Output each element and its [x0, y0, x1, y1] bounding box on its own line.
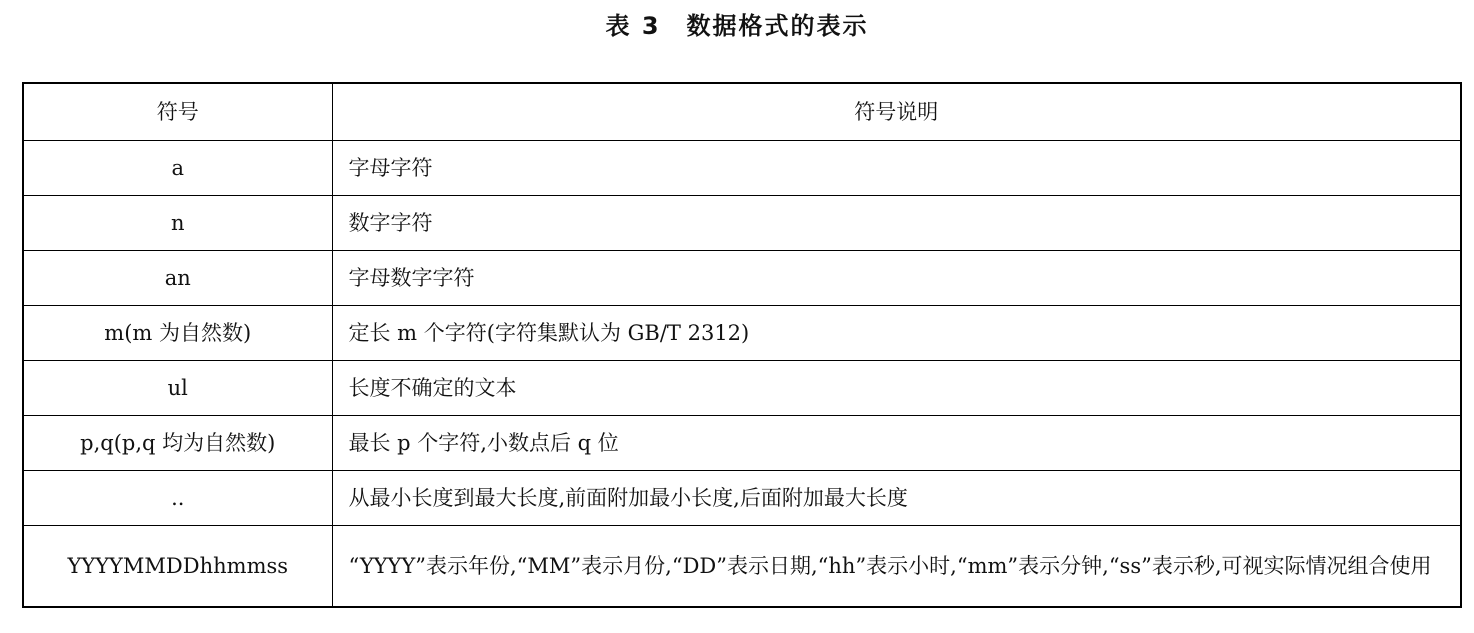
- column-header-symbol: 符号: [23, 83, 332, 141]
- symbol-cell: YYYYMMDDhhmmss: [23, 526, 332, 608]
- table-row: [23, 141, 1461, 196]
- table-row: [23, 416, 1461, 471]
- description-cell: 最长 p 个字符,小数点后 q 位: [332, 416, 1461, 471]
- table-row: [23, 526, 1461, 608]
- table-row: [23, 251, 1461, 306]
- description-cell: 数字字符: [332, 196, 1461, 251]
- description-cell: 字母字符: [332, 141, 1461, 196]
- table-header-row: [23, 83, 1461, 141]
- symbol-cell: ..: [23, 471, 332, 526]
- data-format-table: [22, 82, 1462, 608]
- table-row: [23, 306, 1461, 361]
- column-header-description: 符号说明: [332, 83, 1461, 141]
- symbol-cell: a: [23, 141, 332, 196]
- table-caption: 表 3 数据格式的表示: [605, 12, 869, 40]
- description-cell: “YYYY”表示年份,“MM”表示月份,“DD”表示日期,“hh”表示小时,“mm”表示分钟,“ss”表示秒,可视实际情况组合使用: [332, 526, 1461, 608]
- symbol-cell: ul: [23, 361, 332, 416]
- symbol-cell: m(m 为自然数): [23, 306, 332, 361]
- table-row: [23, 471, 1461, 526]
- table-row: [23, 361, 1461, 416]
- symbol-cell: p,q(p,q 均为自然数): [23, 416, 332, 471]
- symbol-cell: an: [23, 251, 332, 306]
- symbol-cell: n: [23, 196, 332, 251]
- table-row: [23, 196, 1461, 251]
- description-cell: 从最小长度到最大长度,前面附加最小长度,后面附加最大长度: [332, 471, 1461, 526]
- description-cell: 字母数字字符: [332, 251, 1461, 306]
- description-cell: 长度不确定的文本: [332, 361, 1461, 416]
- description-cell: 定长 m 个字符(字符集默认为 GB/T 2312): [332, 306, 1461, 361]
